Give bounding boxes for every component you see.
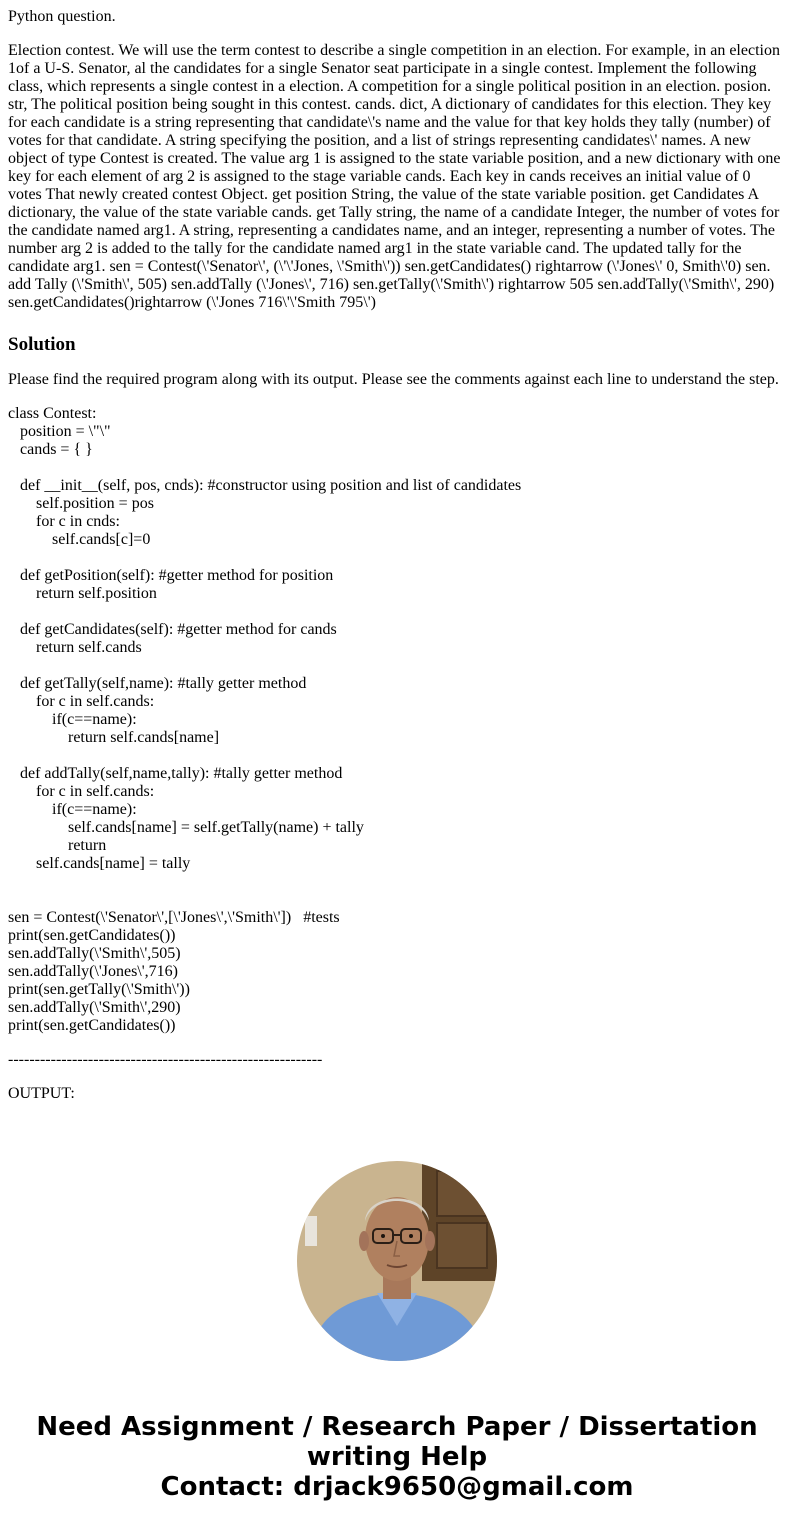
solution-note: Please find the required program along with its output. Please see the comments against each line to understand the step. — [8, 371, 779, 388]
question-body: Election contest. We will use the term contest to describe a single competition in an election. For example, in an election 1of a U-S. Senator, al the candidates for a single Senator seat participate in a single contest. Implement the following class, which represents a single contest in a election. A competition for a single political position in an election. posion. str, The political position being sought in this contest. cands. dict, A dictionary of candidates for this election. They key for each candidate is a string representing that candidate\'s name and the value for that key holds they tally (number) of votes for that candidate. A string specifying the position, and a list of strings representing candidates\' names. A new object of type Contest is created. The value arg 1 is assigned to the state variable position, and a new dictionary with one key for each element of arg 2 is assigned to the stage variable cands. Each key in cands receives an initial value of 0 votes That newly created contest Object. get position String, the value of the state variable position. get Candidates A dictionary, the value of the state variable cands. get Tally string, the name of a candidate Integer, the number of votes for the candidate named arg1. A string, representing a candidates name, and an integer, representing a number of votes. The number arg 2 is added to the tally for the candidate named arg1 in the state variable cand. The updated tally for the candidate arg1. sen = Contest(\'Senator\', (\'\'Jones, \'Smith\')) sen.getCandidates() rightarrow (\'Jones\' 0, Smith\'0) sen. add Tally (\'Smith\', 505) sen.addTally (\'Jones\', 716) sen.getTally(\'Smith\') rightarrow 505 sen.addTally(\'Smith\', 290) sen.getCandidates()rightarrow (\'Jones 716\'\'Smith 795\') — [8, 42, 781, 311]
promo-contact: Contact: drjack9650@gmail.com — [160, 1472, 634, 1502]
solution-heading: Solution — [8, 334, 76, 355]
promo-line-2: writing Help — [306, 1442, 488, 1472]
output-label: OUTPUT: — [8, 1085, 75, 1102]
separator-line: ----------------------------------------------------------- — [8, 1051, 323, 1068]
document-content — [0, 8, 794, 1103]
author-avatar — [297, 1161, 497, 1361]
promo-line-1: Need Assignment / Research Paper / Dissertation — [36, 1412, 758, 1442]
promo-banner — [0, 1412, 794, 1502]
question-heading: Python question. — [8, 8, 116, 25]
code-block: class Contest: position = \"\" cands = { } def __init__(self, pos, cnds): #constructor using position and list of candidates self.position = pos for c in cnds: self.cands[c]=0 def getPosition(self): #getter method for position return self.position def getCandidates(self): #getter method for cands return self.cands def getTally(self,name): #tally getter method for c in self.cands: if(c==name): return self.cands[name] def addTally(self,name,tally): #tally getter method for c in self.cands: if(c==name): self.cands[name] = self.getTally(name) + tally return self.cands[name] = tally sen = Contest(\'Senator\',[\'Jones\',\'Smith\']) #tests print(sen.getCandidates()) sen.addTally(\'Smith\',505) sen.addTally(\'Jones\',716) print(sen.getTally(\'Smith\')) sen.addTally(\'Smith\',290) print(sen.getCandidates()) — [8, 405, 522, 1034]
author-portrait-image — [297, 1161, 497, 1361]
